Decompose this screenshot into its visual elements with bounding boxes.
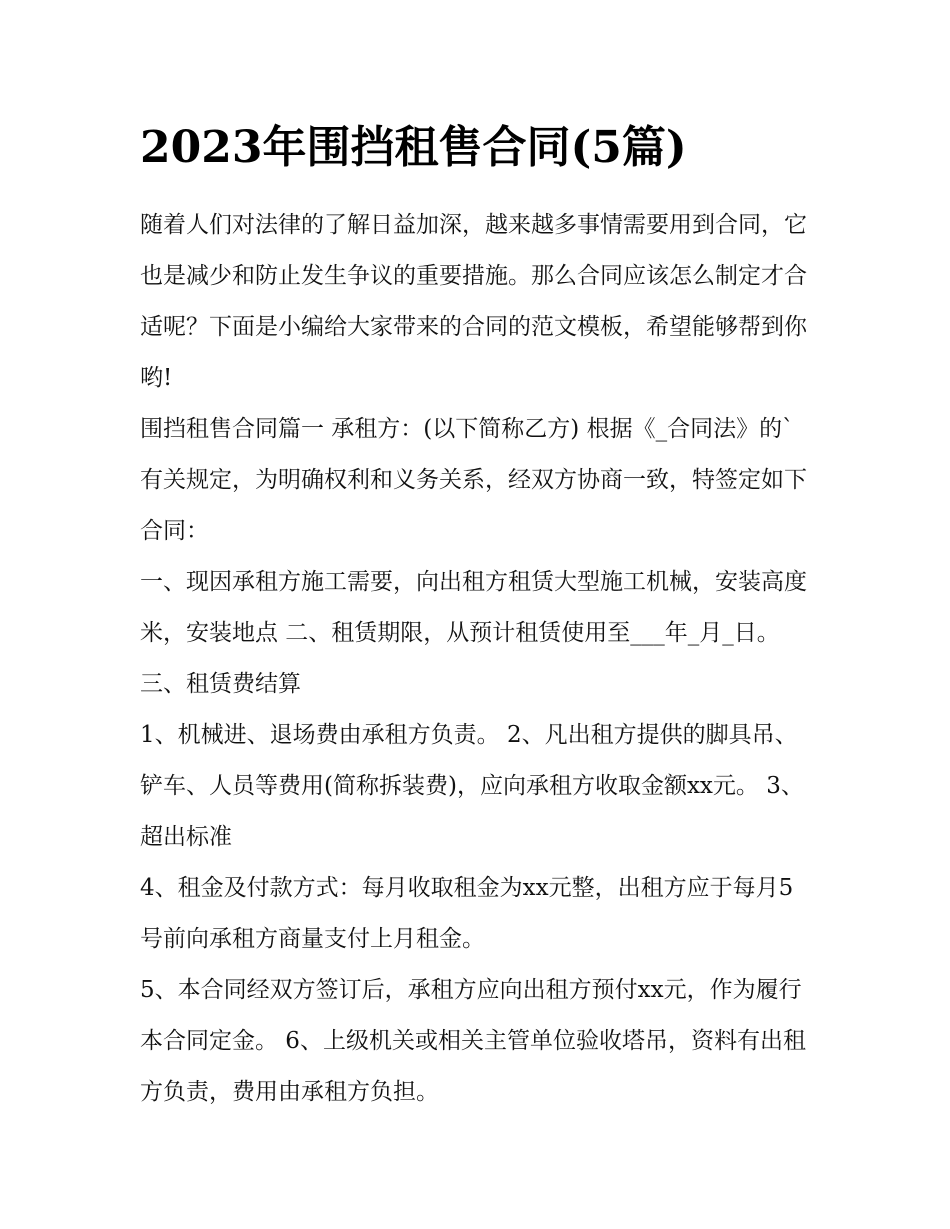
paragraph-contract-opening: 围挡租售合同篇一 承租方：(以下简称乙方) 根据《_合同法》的`有关规定，为明确权利和义务关系，经双方协商一致，特签定如下合同： [140, 416, 807, 544]
paragraph-clause-1-3: 一、现因承租方施工需要，向出租方租赁大型施工机械，安装高度米，安装地点 二、租赁期限，从预计租赁使用至___年_月_日。 三、租赁费结算 [140, 569, 807, 697]
paragraph-rent-payment: 4、租金及付款方式：每月收取租金为xx元整，出租方应于每月5号前向承租方商量支付上月租金。 [140, 875, 794, 952]
document-body [140, 118, 812, 1118]
document-title: 2023年围挡租售合同(5篇) [140, 122, 687, 173]
paragraph-deposit-inspection: 5、本合同经双方签订后，承租方应向出租方预付xx元，作为履行本合同定金。 6、上级机关或相关主管单位验收塔吊，资料有出租方负责，费用由承租方负担。 [140, 977, 806, 1105]
paragraph-fees: 1、机械进、退场费由承租方负责。 2、凡出租方提供的脚具吊、铲车、人员等费用(简称拆装费)，应向承租方收取金额xx元。 3、超出标准 [140, 722, 804, 850]
paragraph-intro: 随着人们对法律的了解日益加深，越来越多事情需要用到合同，它也是减少和防止发生争议的重要措施。那么合同应该怎么制定才合适呢？下面是小编给大家带来的合同的范文模板，希望能够帮到你哟! [140, 212, 807, 391]
